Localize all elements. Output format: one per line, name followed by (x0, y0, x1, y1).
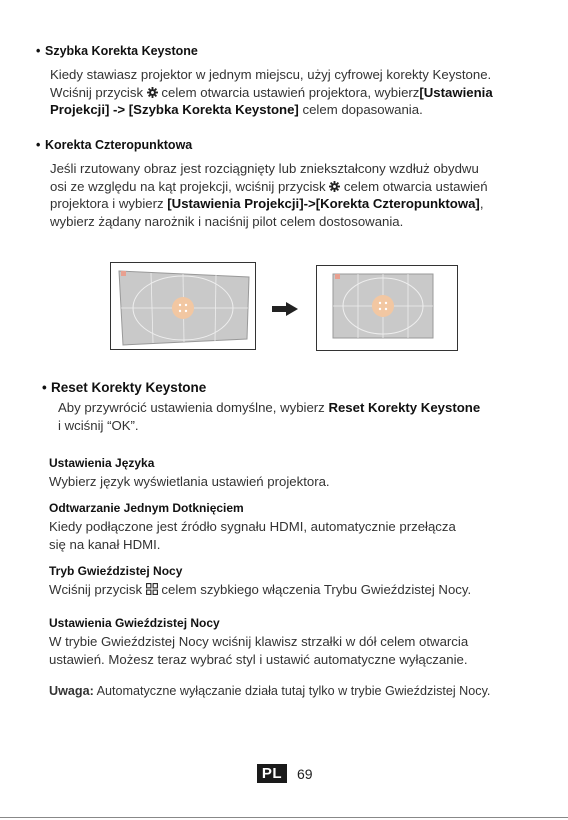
section-body (49, 633, 559, 669)
body-text: wybierz żądany narożnik i naciśnij pilot celem dostosowania. (50, 213, 404, 229)
bold-menu-path: [Ustawienia Projekcji]->[Korekta Czteropunktowa] (167, 196, 480, 212)
keystone-illustration (110, 262, 458, 352)
section-night-settings (49, 615, 559, 669)
body-line (50, 101, 546, 119)
body-line (50, 160, 546, 178)
body-line (50, 84, 546, 102)
section-heading: Odtwarzanie Jednym Dotknięciem (49, 501, 244, 515)
note (49, 682, 559, 700)
bullet: • (36, 44, 41, 58)
body-line: ustawień. Możesz teraz wybrać styl i ustawić automatyczne wyłączanie. (49, 652, 468, 667)
section-body (50, 66, 546, 119)
body-line (50, 213, 546, 231)
bold-menu-path: [Ustawienia (419, 84, 493, 100)
body-line (50, 195, 546, 213)
body-text: celem otwarcia ustawień (343, 178, 488, 194)
body-text: celem szybkiego włączenia Trybu Gwieździstej Nocy. (161, 582, 472, 597)
body-text: , (479, 196, 484, 212)
note-text: Automatyczne wyłączanie działa tutaj tylko w trybie Gwieździstej Nocy. (96, 684, 491, 698)
body-text: osi ze względu na kąt projekcji, wciśnij przycisk (50, 178, 326, 194)
body-line: się na kanał HDMI. (49, 537, 161, 552)
section-body: Wybierz język wyświetlania ustawień projektora. (49, 474, 330, 489)
body-text: Wciśnij przycisk (49, 582, 143, 597)
body-text: projektora i wybierz (50, 196, 164, 212)
page-footer (0, 764, 568, 784)
body-text: Aby przywrócić ustawienia domyślne, wybierz (58, 400, 325, 415)
section-quick-keystone (36, 43, 546, 119)
section-reset-keystone (42, 380, 552, 434)
body-text: celem otwarcia ustawień projektora, wybierz (161, 84, 420, 100)
body-line: Kiedy podłączone jest źródło sygnału HDMI, automatycznie przełącza (49, 519, 456, 534)
bottom-divider (0, 817, 568, 818)
before-frame (110, 262, 256, 350)
heading-text: Reset Korekty Keystone (51, 380, 207, 395)
body-line (50, 178, 546, 196)
section-one-touch-play (49, 500, 559, 554)
body-line (58, 417, 552, 435)
section-heading (42, 380, 552, 396)
body-text: Jeśli rzutowany obraz jest rozciągnięty lub zniekształcony wzdłuż obydwu (50, 161, 479, 176)
after-frame (316, 265, 458, 351)
gear-icon (147, 87, 158, 98)
section-four-point (36, 137, 546, 230)
note-body (49, 682, 559, 700)
language-badge: PL (257, 764, 287, 783)
body-line (50, 66, 546, 84)
body-line: W trybie Gwieździstej Nocy wciśnij klawisz strzałki w dół celem otwarcia (49, 634, 469, 649)
section-body (49, 581, 559, 599)
body-text: celem dopasowania. (302, 102, 423, 118)
body-text: i wciśnij “OK”. (58, 417, 139, 433)
gear-icon (329, 181, 340, 192)
corrected-screen-icon (317, 266, 457, 350)
bullet: • (36, 138, 41, 152)
section-heading (36, 137, 546, 153)
section-heading: Ustawienia Języka (49, 456, 155, 470)
body-line (58, 399, 552, 417)
bold-menu-path: Projekcji] -> [Szybka Korekta Keystone] (50, 102, 299, 118)
section-language (49, 455, 559, 491)
body-text: Wciśnij przycisk (50, 84, 144, 100)
note-label: Uwaga: (49, 684, 94, 698)
distorted-screen-icon (111, 263, 255, 349)
heading-text: Szybka Korekta Keystone (45, 44, 198, 58)
grid-icon (146, 583, 158, 595)
bullet: • (42, 380, 47, 395)
page-number: 69 (297, 766, 313, 782)
section-heading (36, 43, 546, 59)
section-heading: Tryb Gwieździstej Nocy (49, 564, 183, 578)
section-body (50, 160, 546, 230)
section-body (49, 518, 559, 554)
section-body (58, 399, 552, 434)
bold-menu-path: Reset Korekty Keystone (328, 400, 481, 415)
heading-text: Korekta Czteropunktowa (45, 138, 193, 152)
right-arrow-icon (272, 302, 298, 316)
section-heading: Ustawienia Gwieździstej Nocy (49, 616, 220, 630)
body-text: Kiedy stawiasz projektor w jednym miejscu, użyj cyfrowej korekty Keystone. (50, 67, 492, 82)
section-night-mode (49, 563, 559, 599)
